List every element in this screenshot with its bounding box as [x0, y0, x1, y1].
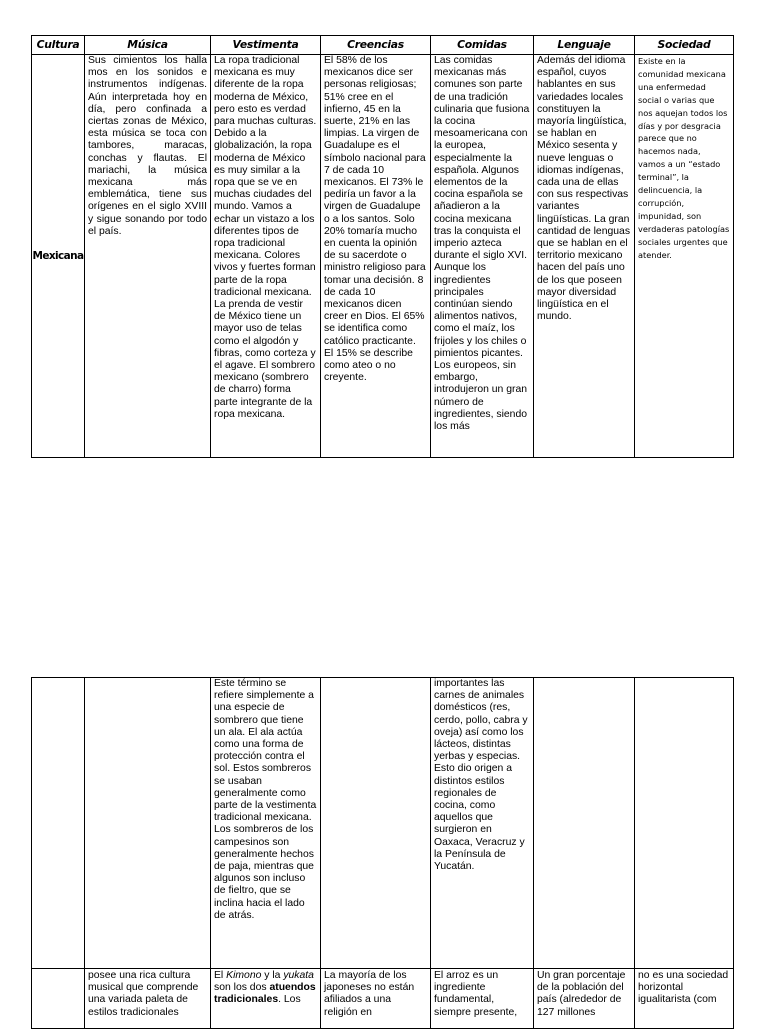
header-lenguaje: Lenguaje [534, 36, 635, 55]
cell-musica-japonesa: posee una rica cultura musical que comprende una variada paleta de estilos tradicionales [85, 969, 211, 1029]
vestimenta-text-4: . Los [278, 994, 301, 1006]
cell-sociedad-japonesa: no es una sociedad horizontal igualitarista (com [635, 969, 734, 1029]
cell-vestimenta-continuation: Este término se refiere simplemente a una especie de sombrero que tiene un ala. El ala actúa como una forma de protección contra el sol. Estos sombreros se usaban generalmente como parte de la vestimenta tradicional mexicana. Los sombreros de los campesinos son generalmente hechos de paja, mientras que algunos son incluso de fieltro, que se inclina hacia el lado de atrás. [211, 678, 321, 969]
cell-lenguaje-continuation [534, 678, 635, 969]
header-musica: Música [85, 36, 211, 55]
cell-creencias-japonesa: La mayoría de los japoneses no están afiliados a una religión en [321, 969, 431, 1029]
cell-comidas-japonesa: El arroz es un ingrediente fundamental, siempre presente, [431, 969, 534, 1029]
cell-comidas-mexicana: Las comidas mexicanas más comunes son parte de una tradición culinaria que fusiona la cocina mesoamericana con la europea, especialmente la española. Algunos elementos de la cocina española se añadieron a la cocina mexicana tras la conquista el imperio azteca durante el siglo XVI. Aunque los ingredientes principales continúan siendo alimentos nativos, como el maíz, los frijoles y los chiles o pimientos picantes. Los europeos, sin embargo, introdujeron un gran número de ingredientes, siendo los más [431, 55, 534, 458]
cell-musica-mexicana: Sus cimientos los halla mos en los sonidos e instrumentos indígenas. Aún interpretada hoy en día, pero confinada a ciertas zonas de México, esta música se toca con tambores, maracas, conchas y flautas. El mariachi, la música mexicana más emblemática, tiene sus orígenes en el siglo XVIII y sigue sonando por todo el país. [85, 55, 211, 458]
header-vestimenta: Vestimenta [211, 36, 321, 55]
yukata-term: yukata [283, 970, 314, 981]
cell-lenguaje-japonesa: Un gran porcentaje de la población del país (alrededor de 127 millones [534, 969, 635, 1029]
cell-lenguaje-mexicana: Además del idioma español, cuyos hablantes en sus variedades locales constituyen la mayoría lingüística, se hablan en México sesenta y nueve lenguas o idiomas indígenas, cada una de ellas con sus respectivas variantes lingüísticas. La gran cantidad de lenguas que se hablan en el territorio mexicano hacen del país uno de los que poseen mayor diversidad lingüística en el mundo. [534, 55, 635, 458]
vestimenta-text-1: El [214, 970, 227, 981]
cell-cultura-continuation [32, 678, 85, 969]
kimono-term: Kimono [226, 970, 262, 981]
vestimenta-text-2: y la [261, 970, 284, 981]
cell-comidas-continuation: importantes las carnes de animales domésticos (res, cerdo, pollo, cabra y oveja) así como los lácteos, distintas yerbas y especias. Esto dio origen a distintos estilos regionales de cocina, como aquellos que surgieron en Oaxaca, Veracruz y la Península de Yucatán. [431, 678, 534, 969]
cell-vestimenta-japonesa [211, 969, 321, 1029]
cell-musica-continuation [85, 678, 211, 969]
table-row-japonesa [32, 969, 734, 1029]
header-comidas: Comidas [431, 36, 534, 55]
cell-vestimenta-mexicana: La ropa tradicional mexicana es muy diferente de la ropa moderna de México, pero esto es verdad para muchas culturas. Debido a la globalización, la ropa moderna de México es muy similar a la ropa que se ve en muchas ciudades del mundo. Vamos a echar un vistazo a los diferentes tipos de ropa tradicional mexicana. Colores vivos y fuertes forman parte de la ropa tradicional mexicana. La prenda de vestir de México tiene un mayor uso de telas como el algodón y fibras, como corteza y el agave. El sombrero mexicano (sombrero de charro) forma parte integrante de la ropa mexicana. [211, 55, 321, 458]
cell-sociedad-continuation [635, 678, 734, 969]
culture-table-page-2 [31, 677, 734, 1029]
cell-creencias-continuation [321, 678, 431, 969]
culture-table-page-1 [31, 35, 734, 458]
table-row-mexicana [32, 55, 734, 458]
header-creencias: Creencias [321, 36, 431, 55]
cell-creencias-mexicana: El 58% de los mexicanos dice ser personas religiosas; 51% cree en el infierno, 45 en la suerte, 21% en las limpias. La virgen de Guadalupe es el símbolo nacional para 7 de cada 10 mexicanos. El 73% le pediría un favor a la virgen de Guadalupe o a los santos. Solo 20% tomaría mucho en cuenta la opinión de su sacerdote o ministro religioso para tomar una decisión. 8 de cada 10 mexicanos dicen creer en Dios. El 65% se identifica como católico practicante. El 15% se describe como ateo o no creyente. [321, 55, 431, 458]
header-sociedad: Sociedad [635, 36, 734, 55]
cell-cultura-japonesa [32, 969, 85, 1029]
table-header-row [32, 36, 734, 55]
vestimenta-text-3: son los dos [214, 982, 270, 994]
atuendos-term: atuendos tradicionales [214, 982, 316, 1006]
cell-cultura-mexicana: Mexicana [32, 55, 85, 458]
cell-sociedad-mexicana: Existe en la comunidad mexicana una enfermedad social o varias que nos aquejan todos los días y por desgracia parece que no hacemos nada, vamos a un “estado terminal”, la delincuencia, la corrupción, impunidad, son verdaderas patologías sociales urgentes que atender. [635, 55, 734, 458]
header-cultura: Cultura [32, 36, 85, 55]
table-row-continuation [32, 678, 734, 969]
